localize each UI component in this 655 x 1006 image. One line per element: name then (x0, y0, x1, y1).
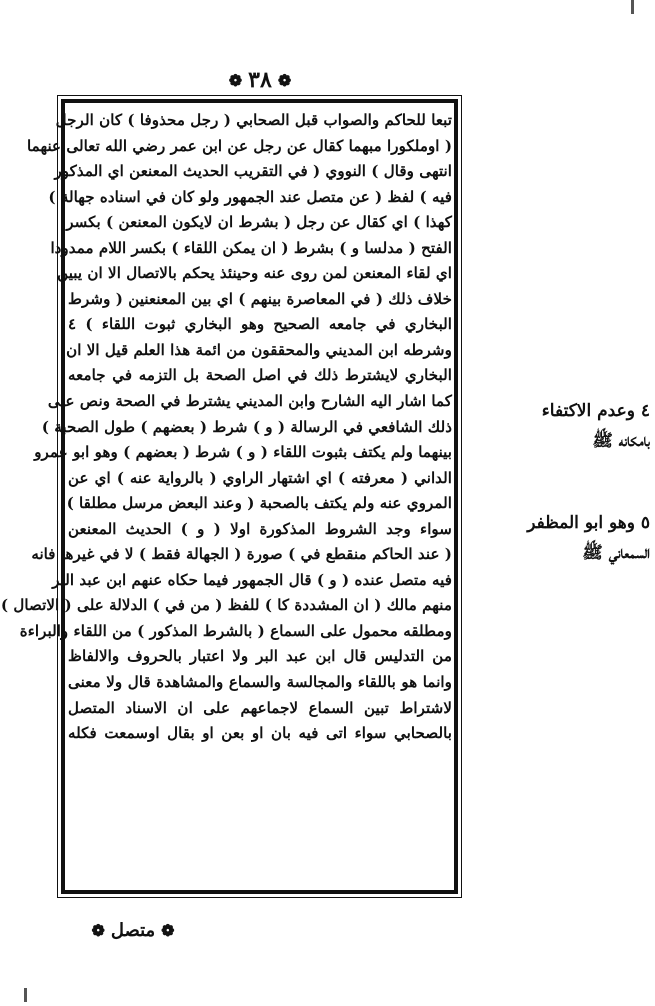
text-line: انتهى وقال ) النووي ( في التقريب الحديث المعنعن اي المذكور (54, 162, 452, 181)
text-line: الداني ( معرفته ) اي اشتهار الراوي ( بالرواية عنه ) اي عن (68, 468, 452, 487)
text-line: خلاف ذلك ( في المعاصرة بينهم ) اي بين المعنعنين ( وشرط (68, 289, 452, 308)
ornament-right-icon: ❁ (277, 70, 292, 90)
text-line: المروي عنه ولم يكتف بالصحبة ( وعند البعض مرسل مطلقا ) (66, 494, 452, 513)
margin-note-4 (487, 396, 650, 456)
text-line: وشرطه ابن المديني والمحققون من ائمة هذا العلم قيل الا ان (66, 340, 452, 359)
text-line: بينهما ولم يكتف بثبوت اللقاء ( و ) شرط ( بعضهم ) وهو ابو عمرو (34, 443, 452, 462)
margin-note-line: ٥ وهو ابو المظفر (527, 513, 650, 533)
text-line: وانما هو باللقاء والمجالسة والسماع والمشاهدة قال ولا معنى (68, 673, 452, 692)
text-line: بالصحابي سواء اتى فيه بان او بعن او بقال اوسمعت فكله (68, 724, 452, 743)
scan-mark (24, 988, 27, 1002)
scan-mark (631, 0, 634, 14)
text-line: من التدليس قال ابن عبد البر ولا اعتبار بالحروف والالفاظ (68, 647, 452, 666)
text-line: كما اشار اليه الشارح وابن المديني يشترط في الصحة ونص على (47, 392, 452, 411)
catchword-text: متصل (110, 919, 156, 941)
catchword (68, 915, 198, 945)
text-line: منهم مالك ( ان المشددة كا ) للفظ ( من في ) الدلالة على ( الاتصال ) (0, 596, 452, 615)
text-line: البخاري في جامعه الصحيح وهو البخاري ثبوت اللقاء ) ٤ (68, 315, 452, 334)
margin-note-line: ٤ وعدم الاكتفاء (541, 401, 650, 421)
text-line: سواء وجد الشروط المذكورة اولا ( و ) الحديث المعنعن (68, 519, 452, 538)
margin-note-5 (487, 508, 650, 568)
main-text (0, 108, 452, 888)
ornament-left-icon: ❁ (228, 70, 243, 90)
text-line: اي لقاء المعنعن لمن روى عنه وحينئذ يحكم بالاتصال الا ان يبين (57, 264, 452, 283)
text-line: كهذا ) اي كقال عن رجل ( بشرط ان لايكون المعنعن ) بكسر (66, 213, 452, 232)
text-line: فيه متصل عنده ( و ) قال الجمهور فيما حكاه عنهم ابن عبد البر (52, 570, 452, 589)
ornament-right-icon: ❁ (161, 920, 175, 940)
text-line: لاشتراط تبين السماع لاجماعهم على ان الاسناد المتصل (68, 698, 452, 717)
text-line: تبعا للحاكم والصواب قبل الصحابي ( رجل محذوفا ) كان الرجل (55, 111, 452, 129)
text-line: ومطلقه محمول على السماع ( بالشرط المذكور ) من اللقاء والبراءة (19, 621, 452, 640)
page-number-value: ٣٨ (248, 67, 272, 93)
margin-note-line: بامكانه ﷺ (592, 431, 650, 451)
margin-note-line: السمعاني ﷺ (582, 543, 650, 563)
text-line: الفتح ( مدلسا و ) بشرط ( ان يمكن اللقاء ) بكسر اللام ممدودا (50, 238, 452, 257)
text-line: ( عند الحاكم منقطع في ) صورة ( الجهالة فقط ) لا في غيرها فانه (31, 545, 452, 564)
text-line: ( اوملكورا مبهما كقال عن رجل عن ابن عمر رضي الله تعالى عنهما (27, 136, 452, 155)
page-number (222, 66, 298, 94)
text-line: ذلك الشافعي في الرسالة ( و ) شرط ( بعضهم ) طول الصحبة ) (41, 417, 452, 436)
ornament-left-icon: ❁ (91, 920, 105, 940)
text-line: البخاري لايشترط ذلك في اصل الصحة بل التزمه في جامعه (68, 366, 452, 385)
text-line: فيه ) لفظ ( عن متصل عند الجمهور ولو كان في اسناده جهالة ) (48, 187, 452, 206)
